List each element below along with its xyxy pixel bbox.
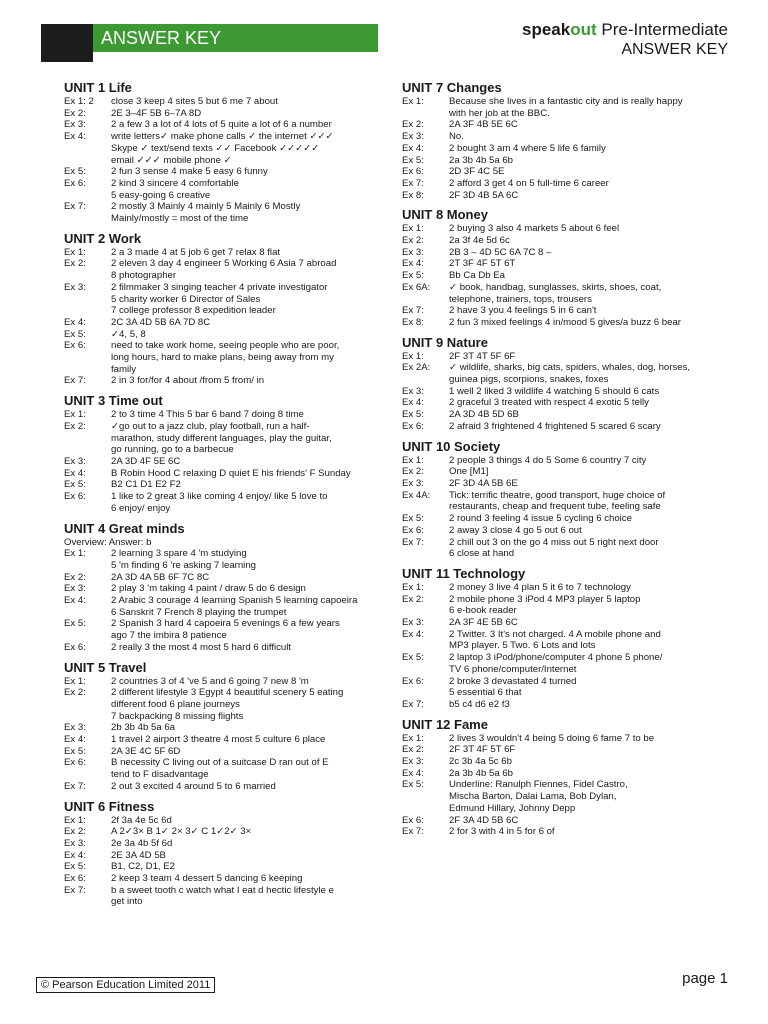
exercise-answers: Tick: terrific theatre, good transport, huge choice of restaurants, cheap and frequent tube, feeling safe [449,489,666,513]
exercise-label: Ex 2: [64,258,86,270]
answer-row [64,119,364,131]
answer-row [402,223,702,235]
exercise-answers: 2 for 3 with 4 in 5 for 6 of [449,826,555,838]
exercise-label: Ex 7: [402,177,424,189]
exercise-label: Ex 3: [64,583,86,595]
unit-title: UNIT 5 Travel [64,659,147,675]
exercise-answers: 2 filmmaker 3 singing teacher 4 private investigator 5 charity worker 6 Director of Sales 7 college professor 8 expedition leader [111,281,328,317]
answer-row [402,178,702,190]
unit-title: UNIT 10 Society [402,438,501,454]
answer-row [402,768,702,780]
exercise-label: Ex 7: [402,305,424,317]
exercise-answers: 2E 3–4F 5B 6–7A 8D [111,107,202,119]
answer-row [64,873,364,885]
exercise-answers: B1, C2, D1, E2 [111,861,175,873]
answer-row [64,642,364,654]
answer-row [402,582,702,594]
exercise-label: Ex 4: [402,258,424,270]
exercise-label: Ex 6: [402,420,424,432]
exercise-answers: 1 like to 2 great 3 like coming 4 enjoy/ like 5 love to 6 enjoy/ enjoy [111,491,328,514]
exercise-answers: b a sweet tooth c watch what I eat d hectic lifestyle e get into [111,884,334,908]
exercise-label: Ex 1: [402,454,424,466]
unit-title: UNIT 8 Money [402,207,488,223]
exercise-label: Ex 3: [402,131,424,143]
exercise-label: Ex 5: [402,409,424,421]
brand-level: Pre-Intermediate [596,20,728,39]
answer-row [64,537,364,549]
exercise-label: Ex 5: [64,618,86,630]
answer-row [402,119,702,131]
exercise-label: Ex 8: [402,316,424,328]
exercise-answers: ✓ book, handbag, sunglasses, skirts, shoes, coat, telephone, trainers, tops, trousers [449,281,662,305]
exercise-answers: 2F 3D 4B 5A 6C [449,189,519,201]
unit-section [402,566,702,711]
answer-row [402,478,702,490]
exercise-answers: 2 away 3 close 4 go 5 out 6 out [449,524,582,536]
unit-section [402,80,702,201]
answer-row [64,861,364,873]
answer-row [64,746,364,758]
exercise-label: Ex 1: [402,96,424,107]
exercise-answers: 2 eleven 3 day 4 engineer 5 Working 6 Asia 7 abroad 8 photographer [111,258,337,282]
exercise-answers: 1 well 2 liked 3 wildlife 4 watching 5 should 6 cats [449,385,660,397]
unit-section [64,231,364,387]
exercise-answers: 2 mostly 3 Mainly 4 mainly 5 Mainly 6 Mostly Mainly/mostly = most of the time [111,201,301,225]
exercise-answers: close 3 keep 4 sites 5 but 6 me 7 about [111,96,278,107]
answer-row [402,756,702,768]
right-column [402,80,702,844]
exercise-label: Ex 1: [64,246,86,258]
exercise-label: Ex 8: [402,189,424,201]
answer-row [64,178,364,201]
exercise-label: Ex 1: [64,675,86,687]
answer-row [64,317,364,329]
exercise-label: Ex 5: [402,779,424,791]
exercise-label: Ex 4: [64,734,86,746]
exercise-label: Ex 6: [64,757,86,769]
exercise-label: Ex 2A: [402,362,431,374]
exercise-answers: 2A 3E 4C 5F 6D [111,745,181,757]
exercise-label: Ex 3: [402,385,424,397]
exercise-answers: 2b 3b 4b 5a 6a [111,722,176,734]
exercise-answers: 2 afford 3 get 4 on 5 full-time 6 career [449,177,609,189]
answer-row [64,583,364,595]
unit-section [64,393,364,514]
exercise-answers: need to take work home, seeing people who are poor, long hours, hard to make plans, being away from my family [111,340,340,375]
answer-row [402,270,702,282]
exercise-answers: 2 mobile phone 3 iPod 4 MP3 player 5 laptop 6 e-book reader [449,593,641,617]
exercise-answers: Because she lives in a fantastic city and is really happy with her job at the BBC. [449,96,683,119]
answer-row [402,733,702,745]
answer-row [402,409,702,421]
answer-row [64,329,364,341]
exercise-label: Ex 6: [64,873,86,885]
exercise-label: Ex 6: [64,641,86,653]
answer-row [64,595,364,618]
exercise-answers: 2a 3f 4e 5d 6c [449,235,510,247]
answer-row [402,455,702,467]
exercise-answers: One [M1] [449,466,489,478]
exercise-label: Ex 3: [64,722,86,734]
exercise-answers: 2A 3D 4F 5E 6C [111,455,181,467]
left-column [64,80,364,914]
exercise-label: Ex 4: [64,595,86,607]
exercise-answers: 2F 3T 4F 5T 6F [449,744,516,756]
exercise-label: Ex 6: [402,524,424,536]
exercise-answers: ✓ wildlife, sharks, big cats, spiders, whales, dog, horses, guinea pigs, scorpions, snakes, foxes [449,362,691,386]
exercise-label: Ex 3: [64,455,86,467]
unit-title: UNIT 4 Great minds [64,520,185,536]
answer-row [64,375,364,387]
header-green-bar [93,24,378,52]
unit-title: UNIT 9 Nature [402,334,488,350]
exercise-answers: 2 play 3 'm taking 4 paint / draw 5 do 6 design [111,583,306,595]
exercise-answers: 2a 3b 4b 5a 6b [449,154,514,166]
exercise-label: Ex 4: [402,142,424,154]
answer-row [402,386,702,398]
answer-row [64,781,364,793]
exercise-label: Ex 3: [64,837,86,849]
answer-row [402,525,702,537]
exercise-label: Ex 2: [402,593,424,605]
answer-row [64,340,364,375]
answer-row [64,572,364,584]
exercise-label: Ex 2: [402,466,424,478]
exercise-label: Ex 2: [64,107,86,119]
exercise-label: Ex 4: [64,316,86,328]
answer-row [402,490,702,513]
answer-row [402,466,702,478]
unit-title: UNIT 12 Fame [402,716,488,732]
exercise-answers: 2 really 3 the most 4 most 5 hard 6 difficult [111,641,292,653]
exercise-answers: 2 a few 3 a lot of 4 lots of 5 quite a lot of 6 a number [111,119,332,131]
exercise-answers: 2c 3b 4a 5c 6b [449,756,512,768]
exercise-label: Ex 1: [64,409,86,421]
unit-section [402,207,702,328]
exercise-answers: 2 buying 3 also 4 markets 5 about 6 feel [449,223,620,235]
answer-row [402,629,702,652]
answer-row [402,513,702,525]
exercise-label: Ex 5: [64,166,86,178]
exercise-label: Ex 5: [64,328,86,340]
header-black-bar [41,24,93,62]
answer-row [402,351,702,363]
unit-section [402,335,702,433]
exercise-answers: ✓go out to a jazz club, play football, run a half- marathon, study different languages, play the guitar, go running, go to a barbecue [111,420,332,456]
unit-title: UNIT 3 Time out [64,393,163,409]
unit-section [64,80,364,225]
exercise-answers: b5 c4 d6 e2 f3 [449,698,510,710]
exercise-answers: 2 money 3 live 4 plan 5 it 6 to 7 technology [449,581,631,593]
exercise-answers: 2 broke 3 devastated 4 turned 5 essential 6 that [449,675,577,699]
brand-subtitle: ANSWER KEY [621,41,728,58]
exercise-label: Ex 6: [64,177,86,189]
exercise-label: Ex 3: [402,756,424,768]
exercise-answers: 2A 3F 4E 5B 6C [449,617,518,629]
answer-row [402,779,702,814]
exercise-label: Ex 4: [64,467,86,479]
exercise-answers: Bb Ca Db Ea [449,270,505,282]
unit-title: UNIT 11 Technology [402,565,526,581]
answer-row [64,815,364,827]
exercise-label: Ex 3: [64,119,86,131]
exercise-label: Ex 6: [402,166,424,178]
exercise-answers: 2 chill out 3 on the go 4 miss out 5 right next door 6 close at hand [449,536,659,560]
unit-section [402,439,702,560]
exercise-label: Ex 1: [402,223,424,235]
exercise-answers: 2E 3A 4D 5B [111,849,166,861]
exercise-answers: 2B 3 – 4D 5C 6A 7C 8 – [449,246,552,258]
answer-row [402,826,702,838]
page-title: ANSWER KEY [101,28,222,48]
answer-row [402,258,702,270]
answer-row [64,409,364,421]
exercise-answers: 2 countries 3 of 4 've 5 and 6 going 7 new 8 'm [111,675,309,687]
answer-row [402,155,702,167]
answer-row [402,699,702,711]
exercise-label: Ex 1: [402,350,424,362]
exercise-label: Ex 7: [402,536,424,548]
exercise-label: Ex 2: [402,744,424,756]
exercise-label: Ex 4A: [402,489,431,501]
exercise-label: Ex 3: [402,617,424,629]
exercise-answers: 2 learning 3 spare 4 'm studying 5 'm finding 6 're asking 7 learning [111,548,256,571]
page-number: page 1 [682,970,728,987]
exercise-label: Overview: Answer: b [64,536,152,548]
exercise-answers: 2 Twitter. 3 It's not charged. 4 A mobile phone and MP3 player. 5 Two. 6 Lots and lots [449,628,661,652]
exercise-answers: 2 afraid 3 frightened 4 frightened 5 scared 6 scary [449,420,661,432]
exercise-answers: 2 different lifestyle 3 Egypt 4 beautiful scenery 5 eating different food 6 plane journeys 7 backpacking 8 missing flights [111,687,344,722]
exercise-answers: B necessity C living out of a suitcase D ran out of E tend to F disadvantage [111,757,329,781]
answer-row [64,722,364,734]
exercise-answers: 2C 3A 4D 5B 6A 7D 8C [111,316,211,328]
answer-row [402,131,702,143]
answer-row [64,687,364,722]
answer-row [402,247,702,259]
exercise-label: Ex 6: [64,491,86,503]
exercise-label: Ex 7: [402,826,424,838]
answer-row [402,166,702,178]
answer-row [64,838,364,850]
exercise-answers: 2 Spanish 3 hard 4 capoeira 5 evenings 6 a few years ago 7 the imbira 8 patience [111,618,340,642]
exercise-label: Ex 1: [64,814,86,826]
answer-row [64,201,364,224]
answer-row [64,618,364,641]
answer-row [64,826,364,838]
exercise-label: Ex 7: [64,780,86,792]
answer-row [64,676,364,688]
exercise-answers: write letters✓ make phone calls ✓ the internet ✓✓✓ Skype ✓ text/send texts ✓✓ Facebook ✓✓✓✓✓ email ✓✓✓ mobile phone ✓ [111,131,334,166]
exercise-label: Ex 6: [64,340,86,352]
answer-row [402,190,702,202]
exercise-label: Ex 5: [64,745,86,757]
exercise-label: Ex 1: 2 [64,96,94,107]
unit-title: UNIT 6 Fitness [64,798,155,814]
exercise-answers: A 2✓3× B 1✓ 2× 3✓ C 1✓2✓ 3× [111,826,252,838]
brand-speak: speak [522,20,571,39]
answer-row [402,397,702,409]
exercise-answers: 2A 3D 4B 5D 6B [449,409,519,421]
exercise-label: Ex 1: [64,548,86,560]
answer-row [64,282,364,317]
exercise-answers: 2 graceful 3 treated with respect 4 exotic 5 telly [449,397,649,409]
exercise-label: Ex 5: [402,652,424,664]
exercise-label: Ex 2: [64,826,86,838]
exercise-answers: 1 travel 2 airport 3 theatre 4 most 5 culture 6 place [111,734,326,746]
exercise-answers: 2T 3F 4F 5T 6T [449,258,516,270]
exercise-answers: 2 to 3 time 4 This 5 bar 6 band 7 doing 8 time [111,409,304,421]
unit-section [64,660,364,793]
exercise-answers: 2 bought 3 am 4 where 5 life 6 family [449,142,606,154]
exercise-answers: 2F 3D 4A 5B 6E [449,477,518,489]
exercise-answers: 2 Arabic 3 courage 4 learning Spanish 5 learning capoeira 6 Sanskrit 7 French 8 playing the trumpet [111,595,358,618]
exercise-label: Ex 1: [402,732,424,744]
answer-row [402,96,702,119]
exercise-label: Ex 6A: [402,281,431,293]
brand-out: out [570,20,597,39]
unit-title: UNIT 1 Life [64,80,132,95]
exercise-label: Ex 5: [64,479,86,491]
answer-row [402,537,702,560]
exercise-answers: 2 kind 3 sincere 4 comfortable 5 easy-going 6 creative [111,177,239,201]
answer-row [64,258,364,281]
answer-row [64,757,364,780]
answer-row [64,734,364,746]
answer-row [64,456,364,468]
brand-block [522,20,728,60]
exercise-answers: 2 keep 3 team 4 dessert 5 dancing 6 keeping [111,873,303,885]
exercise-label: Ex 7: [402,698,424,710]
exercise-answers [151,537,364,549]
exercise-label: Ex 4: [64,131,86,143]
exercise-answers: 2 round 3 feeling 4 issue 5 cycling 6 choice [449,513,632,525]
answer-row [64,247,364,259]
answer-row [402,744,702,756]
exercise-answers: 2a 3b 4b 5a 6b [449,767,514,779]
exercise-label: Ex 4: [402,628,424,640]
answer-row [64,421,364,456]
exercise-answers: B Robin Hood C relaxing D quiet E his friends' F Sunday [111,467,351,479]
exercise-label: Ex 3: [402,477,424,489]
exercise-answers: 2 lives 3 wouldn't 4 being 5 doing 6 fame 7 to be [449,732,655,744]
exercise-answers: 2 have 3 you 4 feelings 5 in 6 can't [449,305,597,317]
exercise-answers: 2F 3A 4D 5B 6C [449,814,519,826]
answer-row [402,676,702,699]
answer-row [64,96,364,108]
answer-row [402,815,702,827]
exercise-label: Ex 2: [64,687,86,699]
answer-row [402,317,702,329]
answer-row [402,421,702,433]
exercise-answers: 2A 3D 4A 5B 6F 7C 8C [111,571,210,583]
copyright-notice: © Pearson Education Limited 2011 [36,977,215,993]
exercise-label: Ex 1: [402,581,424,593]
answer-row [402,282,702,305]
exercise-label: Ex 2: [64,420,86,432]
answer-row [402,652,702,675]
exercise-answers: 2A 3F 4B 5E 6C [449,119,518,131]
exercise-answers: 2 out 3 excited 4 around 5 to 6 married [111,780,276,792]
answer-row [64,850,364,862]
answer-row [64,479,364,491]
exercise-answers: 2e 3a 4b 5f 6d [111,837,173,849]
answer-row [402,594,702,617]
unit-title: UNIT 7 Changes [402,80,502,95]
answer-row [64,491,364,514]
exercise-label: Ex 2: [402,235,424,247]
exercise-label: Ex 3: [402,246,424,258]
exercise-label: Ex 4: [402,397,424,409]
exercise-label: Ex 5: [64,861,86,873]
exercise-answers: 2f 3a 4e 5c 6d [111,814,172,826]
exercise-answers: 2 people 3 things 4 do 5 Some 6 country 7 city [449,454,647,466]
exercise-answers: ✓4, 5, 8 [111,328,146,340]
exercise-answers: 2F 3T 4T 5F 6F [449,350,516,362]
unit-section [64,521,364,654]
exercise-label: Ex 4: [64,849,86,861]
answer-row [64,885,364,908]
exercise-label: Ex 7: [64,375,86,387]
exercise-label: Ex 7: [64,201,86,213]
answer-row [402,617,702,629]
exercise-label: Ex 7: [64,884,86,896]
answer-row [402,235,702,247]
exercise-answers: 2 a 3 made 4 at 5 job 6 get 7 relax 8 flat [111,246,281,258]
exercise-label: Ex 3: [64,281,86,293]
answer-row [402,305,702,317]
answer-row [64,548,364,571]
exercise-label: Ex 4: [402,767,424,779]
answer-row [402,362,702,385]
unit-section [64,799,364,909]
exercise-label: Ex 5: [402,270,424,282]
answer-row [64,131,364,166]
exercise-answers: 2 in 3 for/for 4 about /from 5 from/ in [111,375,265,387]
answer-row [64,166,364,178]
answer-row [402,143,702,155]
unit-section [402,717,702,838]
exercise-answers: 2 laptop 3 iPod/phone/computer 4 phone 5 phone/ TV 6 phone/computer/Internet [449,652,663,675]
exercise-answers: No. [449,131,464,143]
exercise-answers: Underline: Ranulph Fiennes, Fidel Castro, Mischa Barton, Dalai Lama, Bob Dylan, Edmund Hillary, Johnny Depp [449,779,628,814]
answer-row [64,468,364,480]
exercise-answers: 2 fun 3 mixed feelings 4 in/mood 5 gives/a buzz 6 bear [449,316,681,328]
exercise-label: Ex 2: [402,119,424,131]
exercise-label: Ex 2: [64,571,86,583]
exercise-answers: 2 fun 3 sense 4 make 5 easy 6 funny [111,166,268,178]
exercise-label: Ex 5: [402,154,424,166]
answer-row [64,108,364,120]
unit-title: UNIT 2 Work [64,230,142,246]
exercise-label: Ex 6: [402,675,424,687]
brand-line [522,20,728,40]
exercise-answers: B2 C1 D1 E2 F2 [111,479,181,491]
exercise-label: Ex 5: [402,513,424,525]
exercise-label: Ex 6: [402,814,424,826]
exercise-answers: 2D 3F 4C 5E [449,166,505,178]
